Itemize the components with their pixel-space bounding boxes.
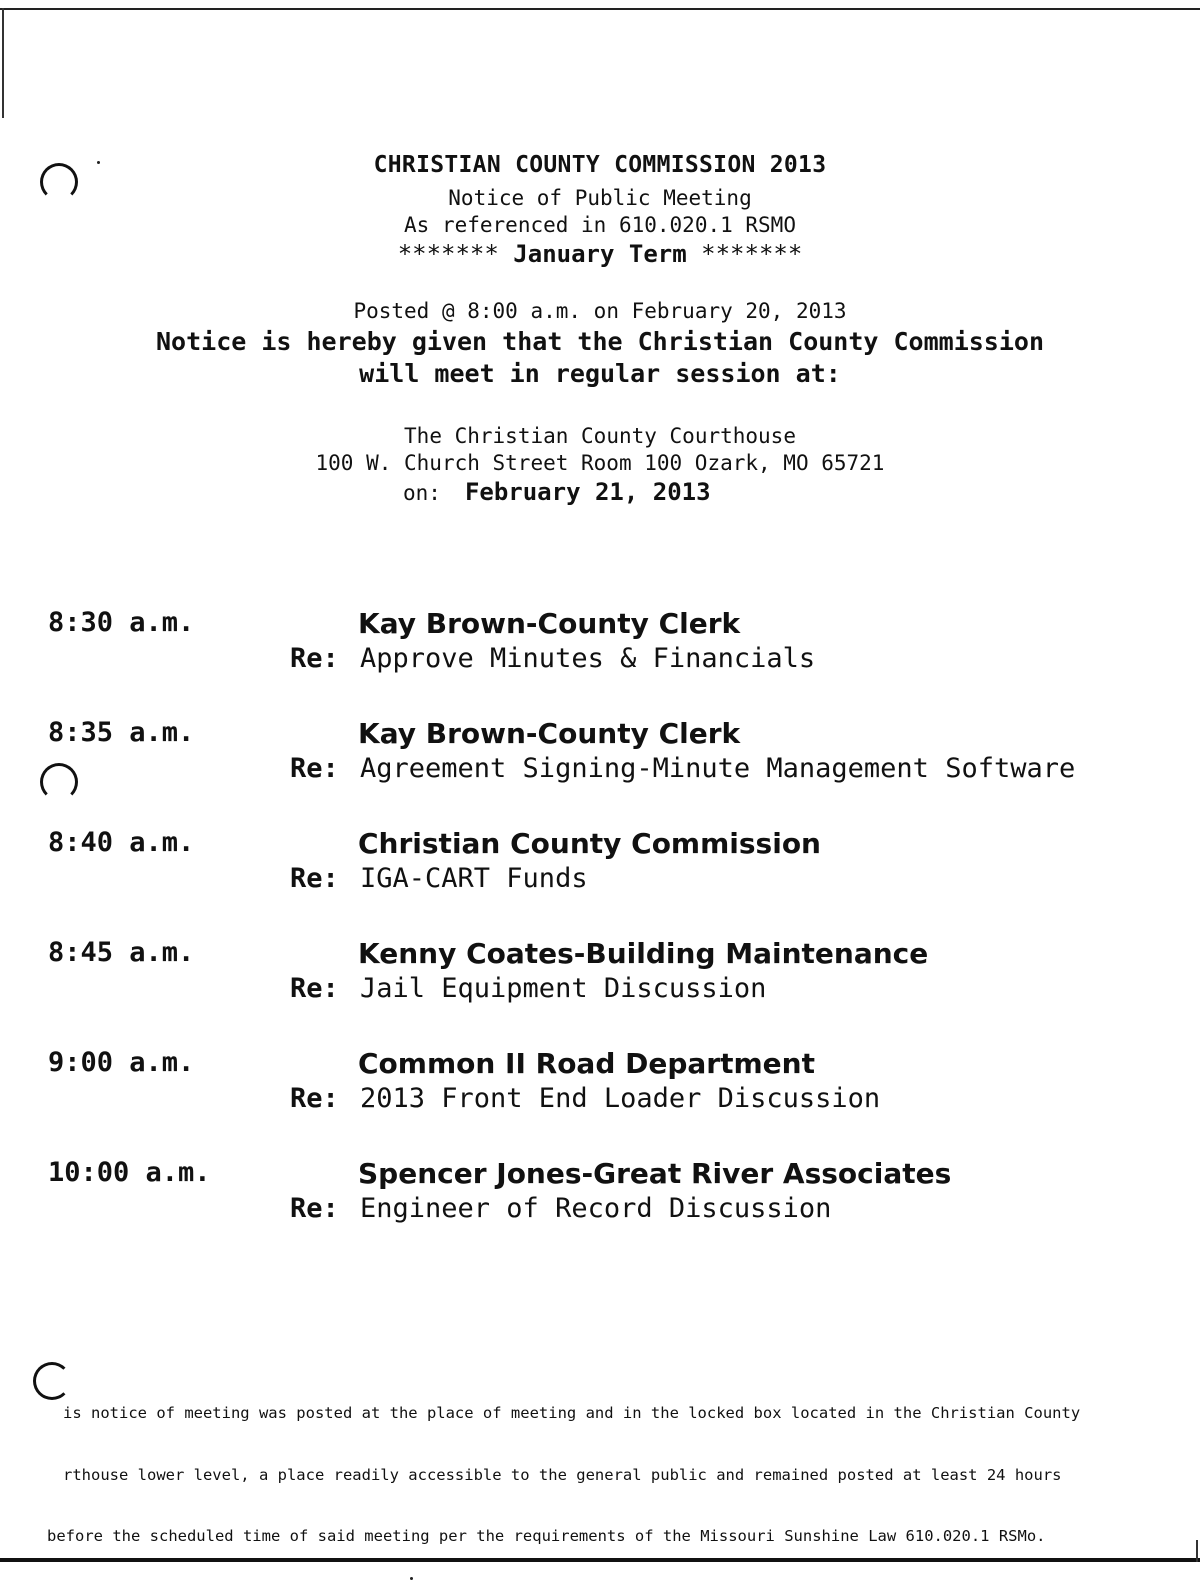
agenda-item bbox=[0, 717, 1200, 797]
agenda-time: 8:35 a.m. bbox=[48, 717, 195, 748]
agenda-time: 8:40 a.m. bbox=[48, 827, 195, 858]
posted-line: Posted @ 8:00 a.m. on February 20, 2013 bbox=[353, 299, 847, 323]
agenda-re-label: Re: bbox=[290, 1193, 339, 1224]
agenda-presenter: Spencer Jones-Great River Associates bbox=[358, 1157, 952, 1190]
agenda-topic: Approve Minutes & Financials bbox=[360, 643, 816, 674]
agenda-topic: Engineer of Record Discussion bbox=[360, 1193, 832, 1224]
agenda-topic: IGA-CART Funds bbox=[360, 863, 588, 894]
agenda-item bbox=[0, 607, 1200, 687]
agenda-time: 9:00 a.m. bbox=[48, 1047, 195, 1078]
agenda-topic: Agreement Signing-Minute Management Software bbox=[360, 753, 1076, 784]
term-stars-right: ******* bbox=[701, 240, 803, 268]
location-building: The Christian County Courthouse bbox=[404, 424, 796, 448]
agenda-time: 10:00 a.m. bbox=[48, 1157, 211, 1188]
term-stars-left: ******* bbox=[397, 240, 499, 268]
agenda-presenter: Kay Brown-County Clerk bbox=[358, 607, 741, 640]
notice-line-1: Notice is hereby given that the Christian County Commission bbox=[155, 327, 1045, 356]
agenda-re-label: Re: bbox=[290, 753, 339, 784]
agenda-time: 8:30 a.m. bbox=[48, 607, 195, 638]
disclaimer-line: before the scheduled time of said meeting per the requirements of the Missouri Sunshine Law 610.020.1 RSMo. bbox=[47, 1527, 1046, 1545]
notice-line-2: will meet in regular session at: bbox=[359, 359, 841, 388]
on-label: on: bbox=[403, 481, 441, 505]
statute-reference: As referenced in 610.020.1 RSMO bbox=[404, 213, 796, 237]
agenda-presenter: Kenny Coates-Building Maintenance bbox=[358, 937, 929, 970]
agenda-item bbox=[0, 827, 1200, 907]
disclaimer-line: rthouse lower level, a place readily accessible to the general public and remained posted at least 24 hours bbox=[63, 1465, 1062, 1484]
document-title: CHRISTIAN COUNTY COMMISSION 2013 bbox=[373, 152, 827, 178]
agenda-topic: 2013 Front End Loader Discussion bbox=[360, 1083, 881, 1114]
term-label: January Term bbox=[513, 240, 687, 268]
agenda-item bbox=[0, 937, 1200, 1017]
agenda-item bbox=[0, 1047, 1200, 1127]
location-address: 100 W. Church Street Room 100 Ozark, MO 65721 bbox=[315, 451, 885, 475]
agenda-presenter: Common II Road Department bbox=[358, 1047, 815, 1080]
posting-disclaimer bbox=[47, 1362, 1147, 1588]
agenda-re-label: Re: bbox=[290, 1083, 339, 1114]
disclaimer-line: is notice of meeting was posted at the place of meeting and in the locked box located in the Christian County bbox=[63, 1404, 1081, 1422]
agenda-item bbox=[0, 1157, 1200, 1237]
agenda-presenter: Kay Brown-County Clerk bbox=[358, 717, 741, 750]
agenda-re-label: Re: bbox=[290, 973, 339, 1004]
agenda-re-label: Re: bbox=[290, 863, 339, 894]
agenda-re-label: Re: bbox=[290, 643, 339, 674]
document-subtitle: Notice of Public Meeting bbox=[448, 186, 752, 210]
meeting-date: February 21, 2013 bbox=[464, 478, 711, 506]
agenda-time: 8:45 a.m. bbox=[48, 937, 195, 968]
agenda-presenter: Christian County Commission bbox=[358, 827, 821, 860]
agenda-topic: Jail Equipment Discussion bbox=[360, 973, 767, 1004]
